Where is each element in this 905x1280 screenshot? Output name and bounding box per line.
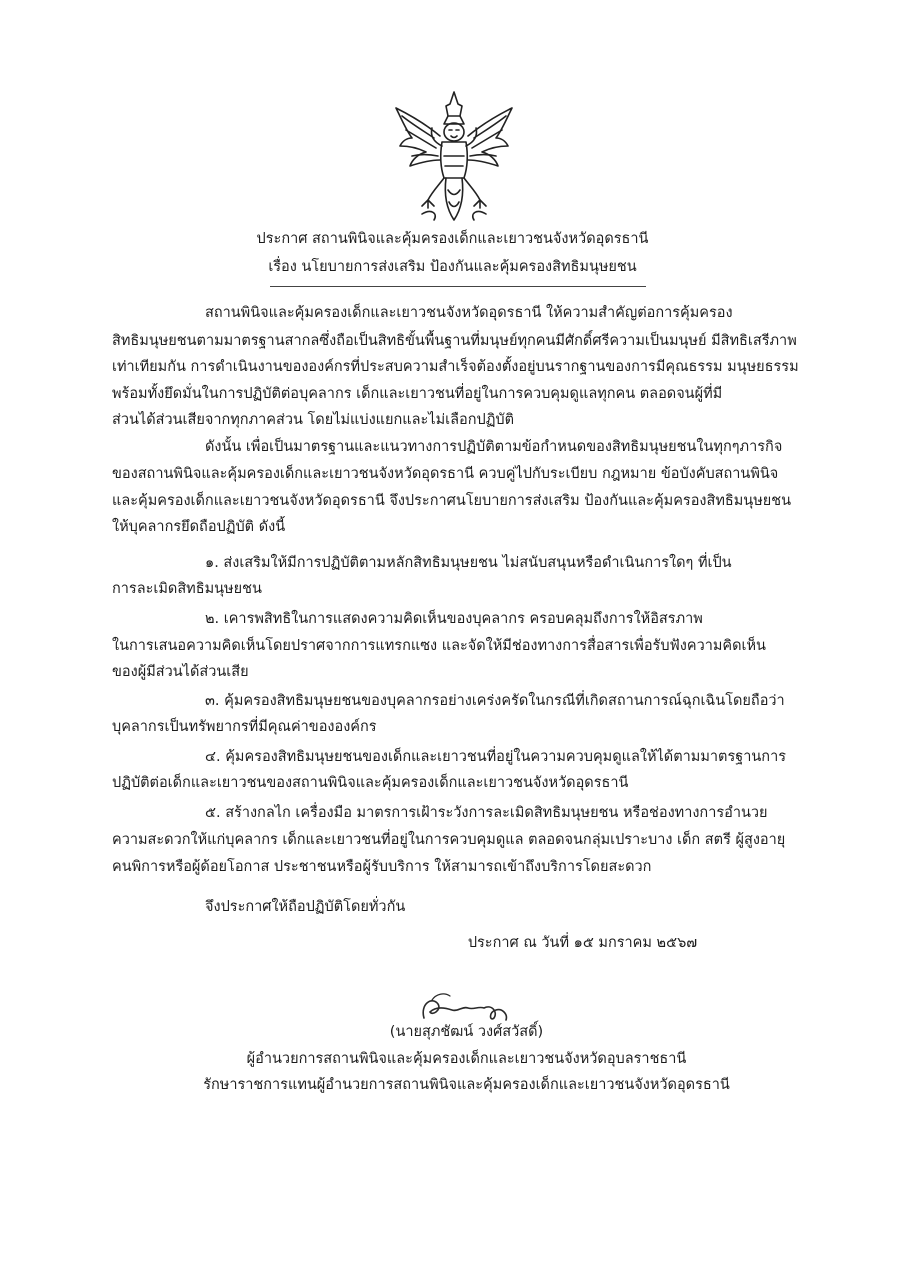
policy-item: ของผู้มีส่วนได้ส่วนเสีย (112, 664, 249, 680)
body-line: ของสถานพินิจและคุ้มครองเด็กและเยาวชนจังหวัดอุดรธานี ควบคู่ไปกับระเบียบ กฎหมาย ข้อบังคับสถานพินิจ (112, 466, 779, 482)
policy-item: ๓. คุ้มครองสิทธิมนุษยชนของบุคลากรอย่างเคร่งครัดในกรณีที่เกิดสถานการณ์ฉุกเฉินโดยถือว่า (205, 693, 785, 709)
policy-item: บุคลากรเป็นทรัพยากรที่มีคุณค่าขององค์กร (112, 719, 377, 735)
policy-item: ปฏิบัติต่อเด็กและเยาวชนของสถานพินิจและคุ้มครองเด็กและเยาวชนจังหวัดอุดรธานี (112, 775, 629, 791)
signatory-name: (นายสุภชัฒน์ วงศ์สวัสดิ์) (389, 1024, 544, 1040)
policy-item: ในการเสนอความคิดเห็นโดยปราศจากการแทรกแซง และจัดให้มีช่องทางการสื่อสารเพื่อรับฟังความคิดเห็น (112, 638, 766, 654)
document-subject: เรื่อง นโยบายการส่งเสริม ป้องกันและคุ้มครองสิทธิมนุษยชน (268, 259, 637, 275)
body-line: สถานพินิจและคุ้มครองเด็กและเยาวชนจังหวัดอุดรธานี ให้ความสำคัญต่อการคุ้มครอง (205, 305, 733, 321)
closing-statement: จึงประกาศให้ถือปฏิบัติโดยทั่วกัน (205, 899, 406, 915)
body-line: ดังนั้น เพื่อเป็นมาตรฐานและแนวทางการปฏิบัติตามข้อกำหนดของสิทธิมนุษยชนในทุกๆภารกิจ (205, 439, 783, 455)
policy-item: คนพิการหรือผู้ด้อยโอกาส ประชาชนหรือผู้รับบริการ ให้สามารถเข้าถึงบริการโดยสะดวก (112, 859, 652, 875)
body-line: พร้อมทั้งยึดมั่นในการปฏิบัติต่อบุคลากร เด็กและเยาวชนที่อยู่ในการควบคุมดูแลทุกคน ตลอดจนผู้ที่มี (112, 386, 723, 402)
policy-item: ๑. ส่งเสริมให้มีการปฏิบัติตามหลักสิทธิมนุษยชน ไม่สนับสนุนหรือดำเนินการใดๆ ที่เป็น (205, 555, 732, 571)
body-line: ส่วนได้ส่วนเสียจากทุกภาคส่วน โดยไม่แบ่งแยกและไม่เลือกปฏิบัติ (112, 412, 515, 428)
document-title: ประกาศ สถานพินิจและคุ้มครองเด็กและเยาวชนจังหวัดอุดรธานี (256, 231, 649, 247)
garuda-emblem-icon (388, 86, 520, 226)
body-line: สิทธิมนุษยชนตามมาตรฐานสากลซึ่งถือเป็นสิทธิขั้นพื้นฐานที่มนุษย์ทุกคนมีศักดิ์ศรีความเป็นมนุษย์ มีสิทธิเสรีภาพ (112, 333, 797, 349)
policy-item: การละเมิดสิทธิมนุษยชน (112, 581, 262, 597)
policy-item: ๔. คุ้มครองสิทธิมนุษยชนของเด็กและเยาวชนที่อยู่ในความควบคุมดูแลให้ได้ตามมาตรฐานการ (205, 749, 787, 765)
title-divider (270, 286, 646, 287)
policy-item: ๕. สร้างกลไก เครื่องมือ มาตรการเฝ้าระวังการละเมิดสิทธิมนุษยชน หรือช่องทางการอำนวย (205, 805, 768, 821)
body-line: ให้บุคลากรยึดถือปฏิบัติ ดังนี้ (112, 519, 286, 535)
policy-item: ๒. เคารพสิทธิในการแสดงความคิดเห็นของบุคลากร ครอบคลุมถึงการให้อิสรภาพ (205, 611, 703, 627)
signatory-acting-position: รักษาราชการแทนผู้อำนวยการสถานพินิจและคุ้มครองเด็กและเยาวชนจังหวัดอุดรธานี (203, 1077, 730, 1093)
announce-date: ประกาศ ณ วันที่ ๑๕ มกราคม ๒๕๖๗ (467, 935, 698, 951)
policy-item: ความสะดวกให้แก่บุคลากร เด็กและเยาวชนที่อยู่ในการควบคุมดูแล ตลอดจนกลุ่มเปราะบาง เด็ก สตรี ผู้สูงอายุ (112, 832, 786, 848)
body-line: และคุ้มครองเด็กและเยาวชนจังหวัดอุดรธานี จึงประกาศนโยบายการส่งเสริม ป้องกันและคุ้มครองสิทธิมนุษยชน (112, 493, 792, 509)
signatory-position: ผู้อำนวยการสถานพินิจและคุ้มครองเด็กและเยาวชนจังหวัดอุบลราชธานี (246, 1051, 687, 1067)
body-line: เท่าเทียมกัน การดำเนินงานขององค์กรที่ประสบความสำเร็จต้องตั้งอยู่บนรากฐานของการมีคุณธรรม มนุษยธรรม (112, 359, 799, 375)
